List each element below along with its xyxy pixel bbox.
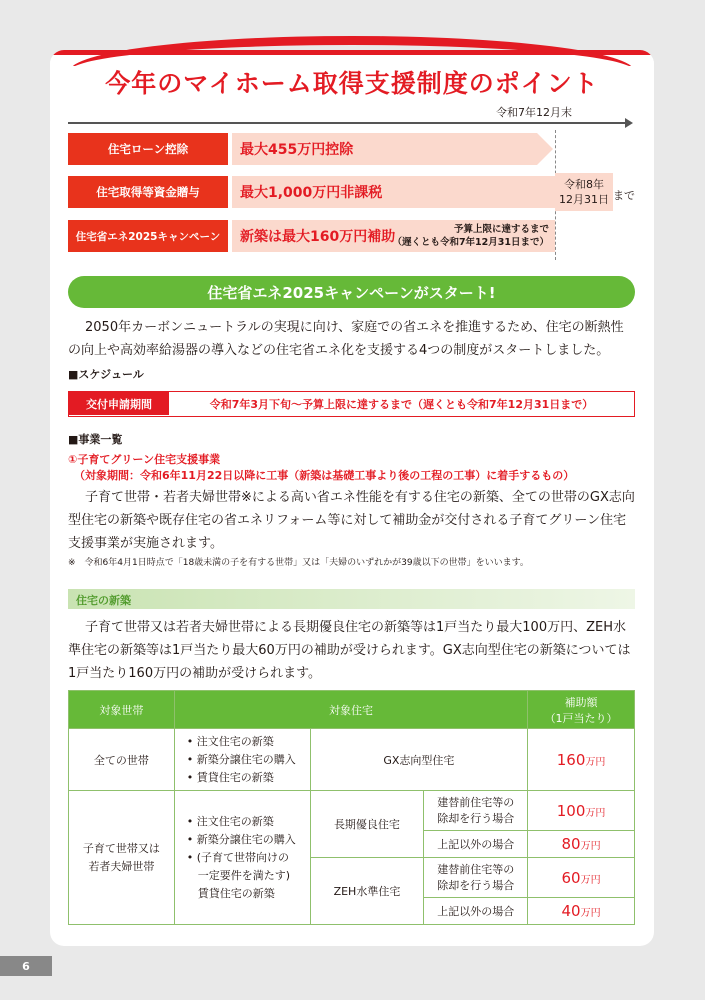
timeline-row-label: 住宅ローン控除	[68, 133, 228, 165]
newbuild-body: 子育て世帯又は若者夫婦世帯による長期優良住宅の新築等は1戸当たり最大100万円、ZEH水準住宅の新築等は1戸当たり最大60万円の補助が受けられます。GX志向型住宅の新築については1戸当たり160万円の補助が受けられます。	[68, 620, 631, 681]
schedule-value: 令和7年3月下旬～予算上限に達するまで（遅くとも令和7年12月31日まで）	[209, 397, 594, 411]
household-family	[69, 791, 175, 925]
timeline-axis	[68, 122, 628, 124]
list-item: 一定要件を満たす)	[186, 868, 291, 882]
timeline-row-note	[392, 223, 549, 249]
amount-gx	[528, 729, 635, 791]
timeline-row-label: 住宅取得等資金贈与	[68, 176, 228, 208]
housing-type-zeh: ZEH水準住宅	[310, 858, 424, 925]
amount-unit: 万円	[585, 756, 606, 768]
r8-line1: 令和8年	[564, 178, 604, 191]
list-item: 賃貸住宅の新築	[186, 886, 275, 900]
newbuild-heading-band	[68, 589, 635, 609]
schedule-box	[68, 391, 635, 417]
condition-other: 上記以外の場合	[424, 831, 528, 858]
timeline-row-gift	[68, 176, 555, 208]
timeline-row-value	[232, 220, 555, 252]
campaign-heading: 住宅省エネ2025キャンペーンがスタート!	[68, 276, 635, 308]
household-family-line1: 子育て世帯又は	[82, 841, 160, 855]
r8-line2: 12月31日	[559, 193, 609, 206]
table-header-row	[69, 691, 635, 729]
amount-unit: 万円	[580, 874, 601, 886]
project1-body: 子育て世帯・若者夫婦世帯※による高い省エネ性能を有する住宅の新築、全ての世帯のGX志向型住宅の新築や既存住宅の省エネリフォーム等に対して補助金が交付される子育てグリーン住宅支援事業が実施されます。	[68, 490, 635, 551]
amount-zeh-other	[528, 898, 635, 925]
page-title: 今年のマイホーム取得支援制度のポイント	[105, 69, 599, 98]
r8-deadline-box	[555, 173, 613, 211]
project1-paragraph	[68, 486, 635, 555]
newbuild-heading: 住宅の新築	[76, 594, 131, 607]
amount-unit: 万円	[580, 908, 601, 919]
list-item: • 注文住宅の新築	[186, 734, 274, 748]
timeline-row-value: 最大455万円控除	[232, 133, 537, 165]
timeline-row-loan	[68, 133, 555, 165]
timeline-arrow-icon	[625, 118, 633, 128]
amount-value: 80	[561, 835, 581, 853]
condition-line1: 建替前住宅等の	[437, 795, 515, 809]
condition-line2: 除却を行う場合	[437, 878, 515, 892]
intro-text: 2050年カーボンニュートラルの実現に向け、家庭での省エネを推進するため、住宅の断熱性の向上や高効率給湯器の導入などの住宅省エネ化を支援する4つの制度がスタートしました。	[68, 320, 624, 358]
household-family-line2: 若者夫婦世帯	[88, 859, 155, 873]
amount-value: 100	[556, 801, 586, 820]
schedule-heading: ■スケジュール	[68, 368, 144, 381]
housing-list-all	[174, 729, 310, 791]
condition-other: 上記以外の場合	[424, 898, 528, 925]
header-household: 対象世帯	[69, 691, 175, 729]
condition-rebuild	[424, 791, 528, 831]
amount-zeh-rebuild	[528, 858, 635, 898]
amount-unit: 万円	[585, 807, 606, 819]
amount-value: 40	[561, 902, 581, 920]
timeline-row-campaign	[68, 220, 555, 252]
project1-note: ※ 令和6年4月1日時点で「18歳未満の子を有する世帯」又は「夫婦のいずれかが39歳以下の世帯」をいいます。	[68, 558, 529, 568]
page-number: 6	[0, 956, 52, 976]
note-line2: （遅くとも令和7年12月31日まで）	[392, 237, 549, 248]
amount-value: 160	[556, 750, 586, 769]
housing-type-long-life: 長期優良住宅	[310, 791, 424, 858]
household-all: 全ての世帯	[69, 729, 175, 791]
timeline-arrow-head	[537, 133, 553, 165]
table-row-all	[69, 729, 635, 791]
condition-line2: 除却を行う場合	[437, 811, 515, 825]
amount-long-life-rebuild	[528, 791, 635, 831]
condition-rebuild	[424, 858, 528, 898]
title-arc-decoration	[50, 36, 654, 66]
list-item: • 新築分譲住宅の購入	[186, 752, 296, 766]
housing-type-gx: GX志向型住宅	[310, 729, 528, 791]
note-line1: 予算上限に達するまで	[453, 224, 549, 235]
housing-list-family	[174, 791, 310, 925]
condition-line1: 建替前住宅等の	[437, 862, 515, 876]
amount-value: 60	[561, 868, 581, 887]
table-row-family-1	[69, 791, 635, 831]
header-subsidy-line2: （1戸当たり）	[544, 711, 618, 725]
list-item: • 新築分譲住宅の購入	[186, 832, 296, 846]
r8-suffix: まで	[613, 189, 635, 202]
header-housing: 対象住宅	[174, 691, 527, 729]
subsidy-table	[68, 690, 635, 925]
schedule-label: 交付申請期間	[69, 392, 169, 415]
amount-long-life-other	[528, 831, 635, 858]
intro-paragraph	[68, 316, 635, 362]
list-item: • 賃貸住宅の新築	[186, 770, 274, 784]
deadline-label: 令和7年12月末	[496, 106, 572, 119]
project1-title: ①子育てグリーン住宅支援事業	[68, 453, 221, 466]
newbuild-paragraph	[68, 616, 635, 685]
header-subsidy-line1: 補助額	[564, 695, 598, 709]
timeline-row-value: 最大1,000万円非課税	[232, 176, 555, 208]
project1-period: （対象期間：令和6年11月22日以降に工事（新築は基礎工事より後の工程の工事）に着手するもの）	[74, 469, 575, 482]
timeline-row-value-text: 新築は最大160万円補助	[240, 229, 396, 245]
list-item: • 注文住宅の新築	[186, 814, 274, 828]
projects-heading: ■事業一覧	[68, 433, 123, 446]
amount-unit: 万円	[580, 841, 601, 852]
list-item: • (子育て世帯向けの	[186, 850, 290, 864]
header-subsidy	[528, 691, 635, 729]
timeline-row-label: 住宅省エネ2025キャンペーン	[68, 220, 228, 252]
